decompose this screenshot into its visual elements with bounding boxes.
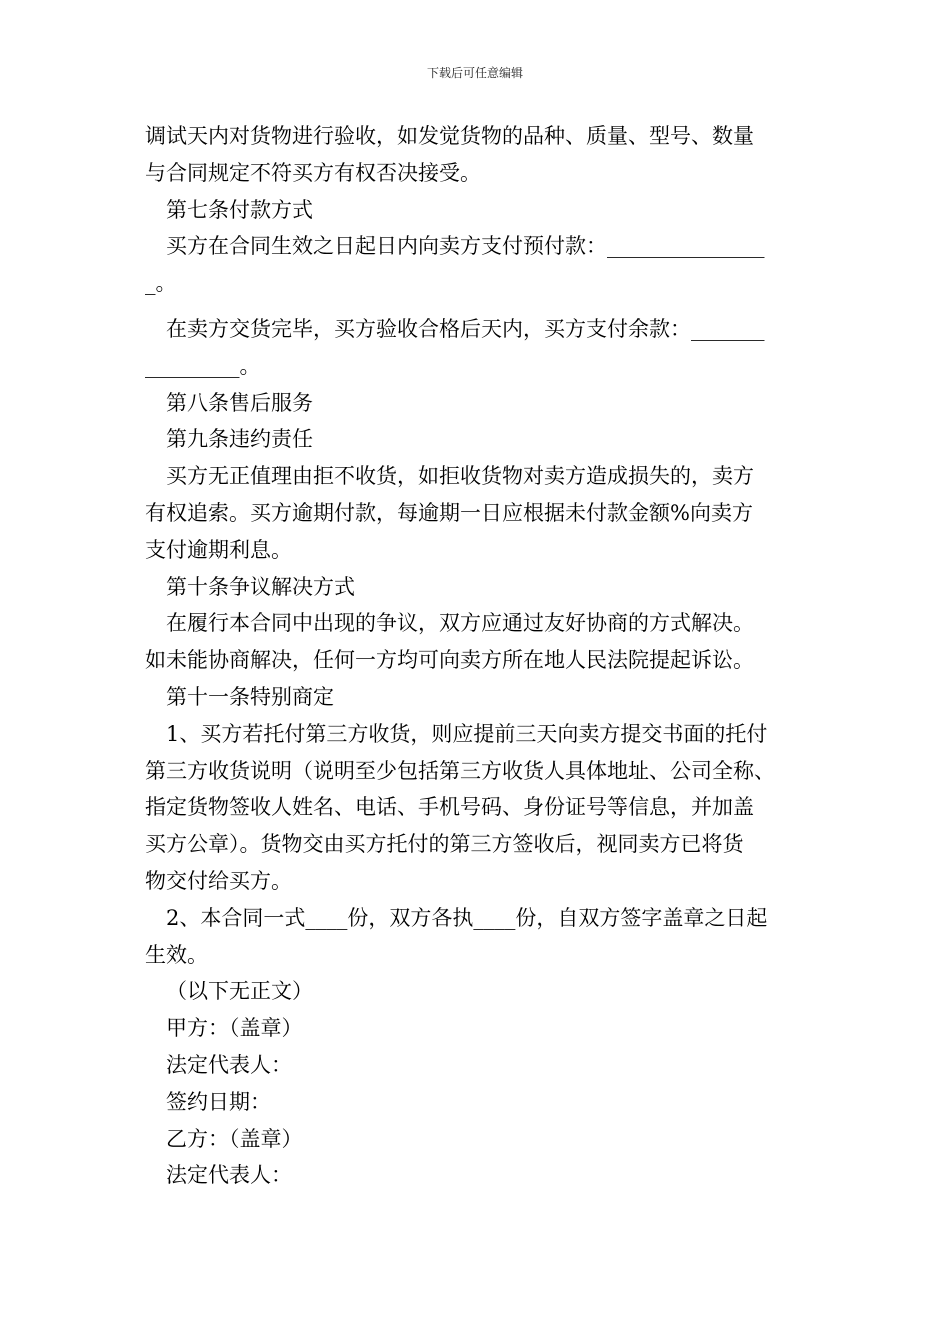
party-b-signature-line: 乙方：（盖章） [166,1126,303,1151]
section-heading: 第七条付款方式 [166,197,313,222]
paragraph-line: 买方公章）。货物交由买方托付的第三方签收后，视同卖方已将货 [145,832,744,857]
paragraph-line: 指定货物签收人姓名、电话、手机号码、身份证号等信息，并加盖 [145,795,754,820]
paragraph-line: 在履行本合同中出现的争议，双方应通过友好协商的方式解决。 [166,611,754,636]
page-header: 下载后可任意编辑 [426,66,523,80]
signing-date-line: 签约日期： [166,1089,271,1114]
paragraph-line: 物交付给买方。 [145,868,292,893]
section-heading: 第十一条特别商定 [166,684,334,709]
paragraph-line: 买方在合同生效之日起日内向卖方支付预付款：_______________ [166,234,765,259]
paragraph-line: 支付逾期利息。 [145,537,292,562]
paragraph-line: 在卖方交货完毕，买方验收合格后天内，买方支付余款：_______ [166,316,765,341]
legal-representative-line: 法定代表人： [166,1052,292,1077]
paragraph-line: 第三方收货说明（说明至少包括第三方收货人具体地址、公司全称、 [145,758,775,783]
section-heading: 第十条争议解决方式 [166,574,355,599]
legal-representative-line: 法定代表人： [166,1163,292,1188]
paragraph-line: 与合同规定不符买方有权否决接受。 [145,160,481,185]
section-heading: 第八条售后服务 [166,390,313,415]
paragraph-line: 如未能协商解决，任何一方均可向卖方所在地人民法院提起诉讼。 [145,648,754,673]
paragraph-line: _。 [145,271,177,296]
no-further-text-note: （以下无正文） [166,979,313,1004]
paragraph-line: 买方无正值理由拒不收货，如拒收货物对卖方造成损失的，卖方 [166,464,754,489]
contract-body [145,118,810,1194]
party-a-signature-line: 甲方：（盖章） [166,1016,303,1041]
paragraph-line: _________。 [145,353,261,378]
paragraph-line: 调试天内对货物进行验收，如发觉货物的品种、质量、型号、数量 [145,124,754,148]
paragraph-line: 生效。 [145,942,208,967]
paragraph-line: 有权追索。买方逾期付款，每逾期一日应根据未付款金额%向卖方 [145,500,753,525]
section-heading: 第九条违约责任 [166,427,313,452]
paragraph-line: 1、买方若托付第三方收货，则应提前三天向卖方提交书面的托付 [166,721,768,746]
paragraph-line: 2、本合同一式____份，双方各执____份，自双方签字盖章之日起 [166,905,768,930]
